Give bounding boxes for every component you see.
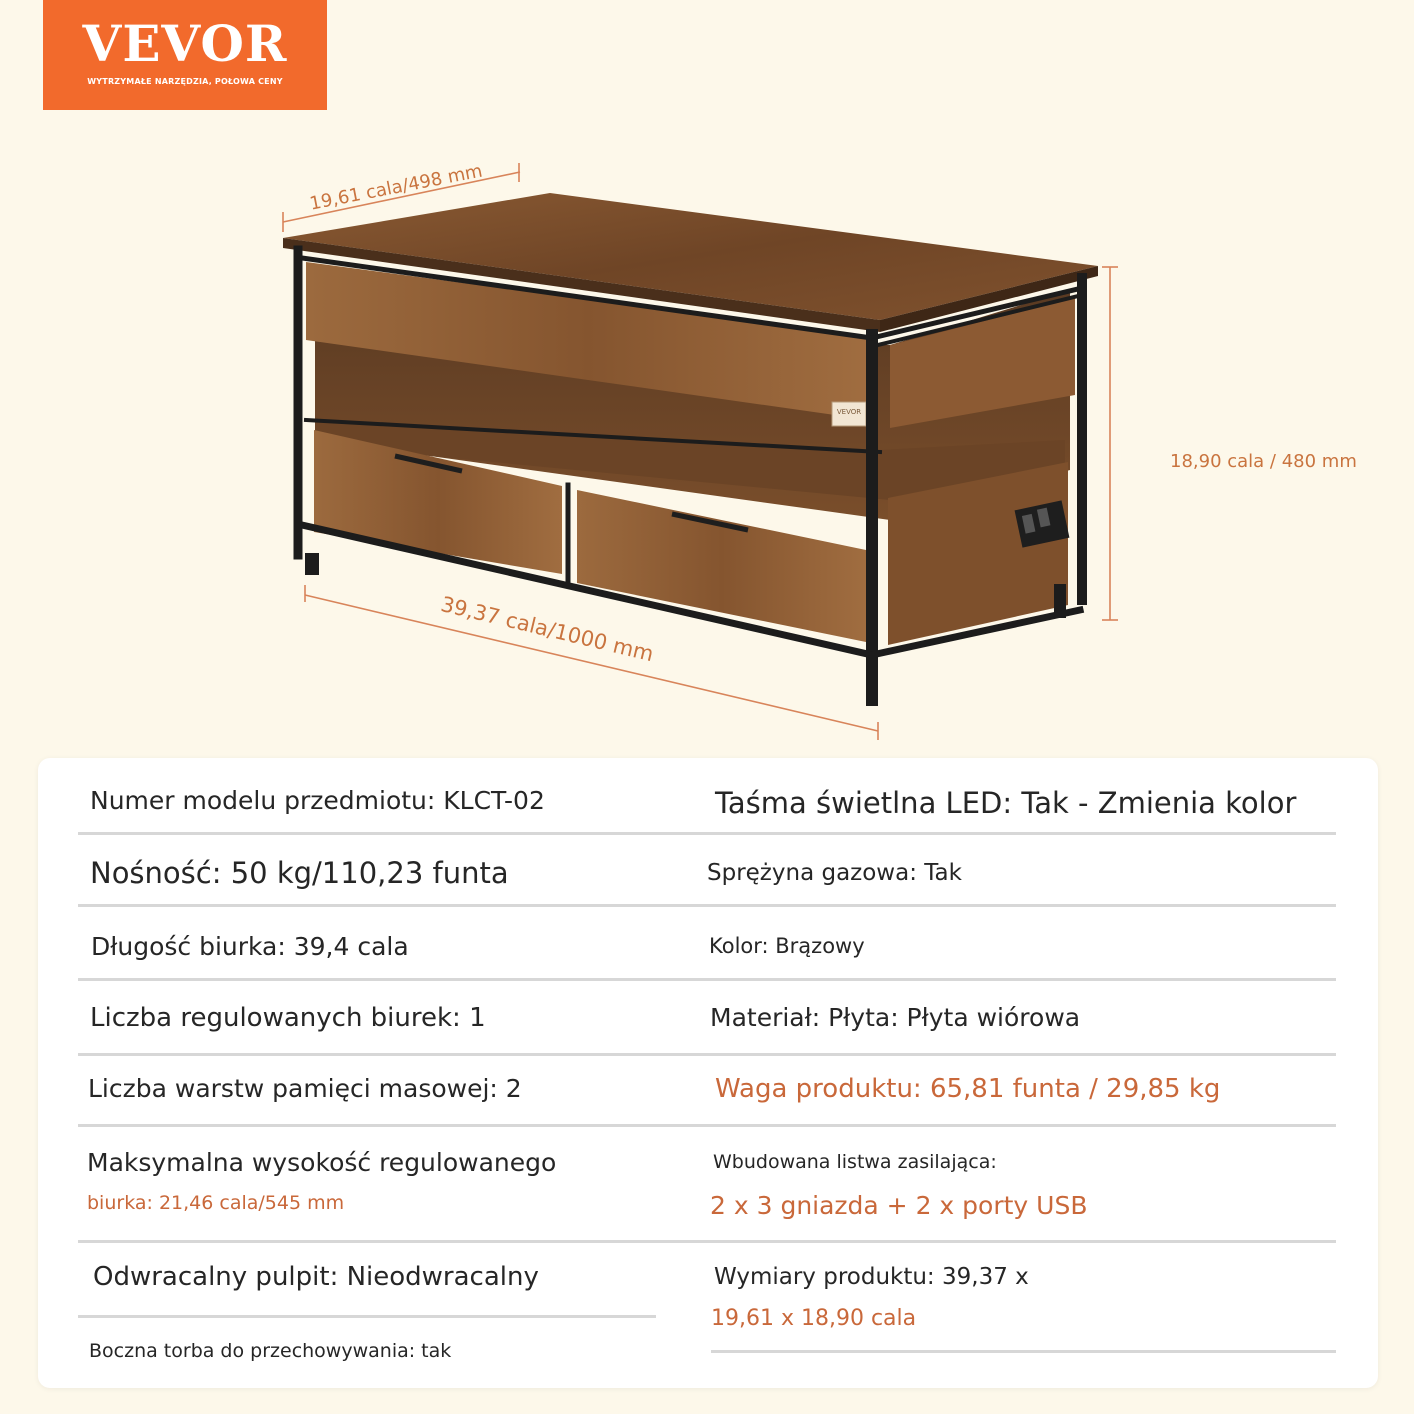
brand-logo: [43, 0, 327, 110]
row-divider: [78, 1124, 1336, 1127]
spec-color: Kolor: Brązowy: [709, 934, 865, 958]
row-divider: [78, 978, 1336, 981]
spec-max-height-value: biurka: 21,46 cala/545 mm: [87, 1192, 345, 1214]
spec-memory-layers: Liczba warstw pamięci masowej: 2: [88, 1074, 522, 1103]
spec-gas-spring: Sprężyna gazowa: Tak: [707, 860, 962, 886]
spec-power-strip-value: 2 x 3 gniazda + 2 x porty USB: [710, 1191, 1088, 1220]
spec-weight: Waga produktu: 65,81 funta / 29,85 kg: [715, 1074, 1221, 1104]
brand-tagline: WYTRZYMAŁE NARZĘDZIA, POŁOWA CENY: [87, 77, 283, 86]
row-divider: [78, 1240, 1336, 1243]
width-dimension-label: 39,37 cala/1000 mm: [438, 592, 657, 667]
row-divider: [78, 904, 1336, 907]
product-illustration: [0, 140, 1414, 750]
spec-capacity: Nośność: 50 kg/110,23 funta: [90, 856, 509, 890]
row-divider: [711, 1350, 1336, 1353]
spec-power-strip-title: Wbudowana listwa zasilająca:: [713, 1151, 997, 1173]
spec-max-height-title: Maksymalna wysokość regulowanego: [87, 1148, 557, 1177]
spec-side-bag: Boczna torba do przechowywania: tak: [89, 1340, 452, 1362]
row-divider: [78, 1315, 656, 1318]
product-tag-label: VEVOR: [836, 408, 862, 416]
spec-product-dims-value: 19,61 x 18,90 cala: [711, 1306, 917, 1331]
spec-adjustable-count: Liczba regulowanych biurek: 1: [90, 1003, 486, 1033]
row-divider: [78, 1053, 1336, 1056]
brand-name: VEVOR: [82, 14, 288, 73]
spec-reversible: Odwracalny pulpit: Nieodwracalny: [93, 1262, 539, 1292]
height-dimension-label: 18,90 cala / 480 mm: [1170, 451, 1357, 472]
row-divider: [78, 832, 1336, 835]
spec-desk-length: Długość biurka: 39,4 cala: [91, 932, 409, 961]
depth-dimension-label: 19,61 cala/498 mm: [308, 160, 485, 215]
spec-material: Materiał: Płyta: Płyta wiórowa: [710, 1003, 1081, 1032]
spec-led: Taśma świetlna LED: Tak - Zmienia kolor: [715, 786, 1297, 820]
spec-model: Numer modelu przedmiotu: KLCT-02: [90, 786, 545, 815]
spec-product-dims-title: Wymiary produktu: 39,37 x: [714, 1264, 1029, 1290]
spec-card: [38, 758, 1378, 1388]
coffee-table-image: [0, 140, 1414, 750]
